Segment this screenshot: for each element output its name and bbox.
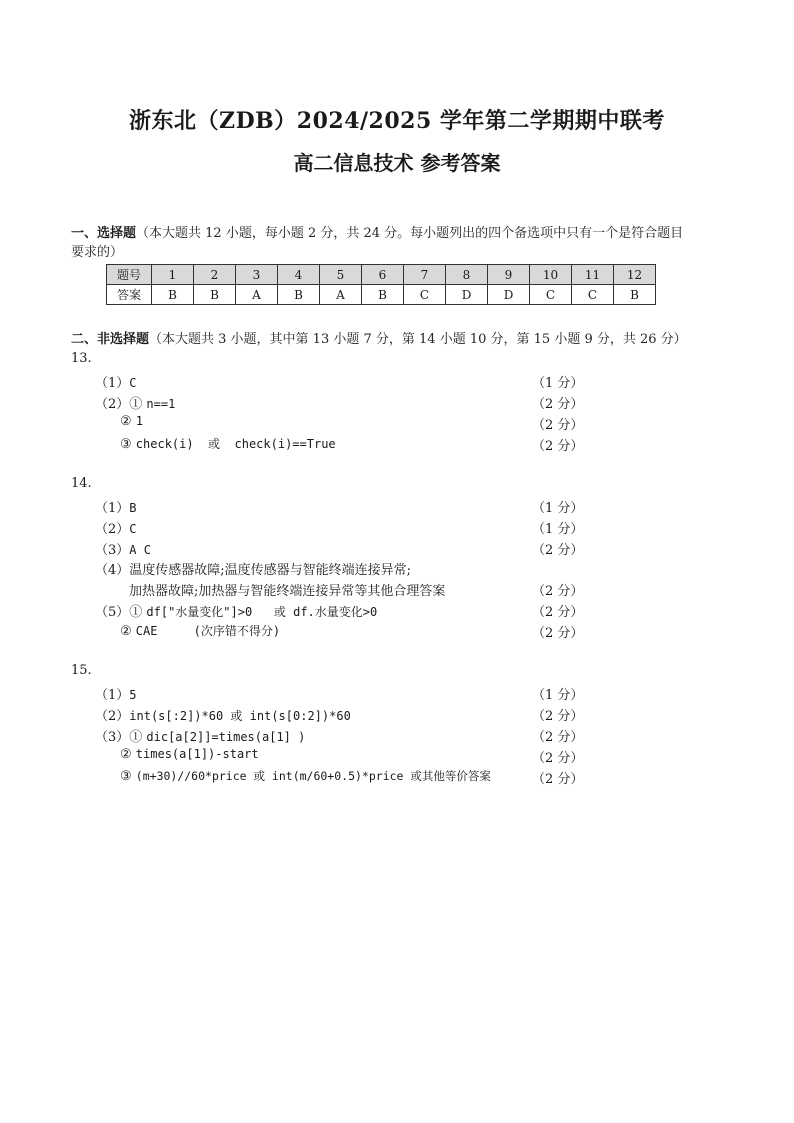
question-number: 10 — [530, 265, 572, 285]
section1-heading-block — [71, 224, 731, 262]
question-number: 2 — [194, 265, 236, 285]
answer-cell: A — [236, 285, 278, 305]
section1-note-line2: 要求的） — [71, 245, 124, 260]
q14-score-3: （2 分） — [532, 543, 584, 558]
q14-line-5: 加热器故障;加热器与智能终端连接异常等其他合理答案 — [129, 584, 446, 599]
answer-table — [106, 264, 656, 305]
q15-line-2: （2）int(s[:2])*60 或 int(s[0:2])*60 — [95, 709, 351, 724]
question-number: 12 — [614, 265, 656, 285]
question-number: 7 — [404, 265, 446, 285]
q15-score-4: （2 分） — [532, 751, 584, 766]
q14-score-2: （1 分） — [532, 522, 584, 537]
section2-heading-block — [71, 330, 751, 349]
answer-cell: B — [362, 285, 404, 305]
q13-line-1: （1）C — [95, 376, 137, 391]
q14-line-4: （4）温度传感器故障;温度传感器与智能终端连接异常; — [95, 563, 412, 578]
question-number: 5 — [320, 265, 362, 285]
q15-line-1: （1）5 — [95, 688, 137, 703]
answer-cell: D — [446, 285, 488, 305]
q13-score-4: （2 分） — [532, 439, 584, 454]
answer-cell: B — [278, 285, 320, 305]
q13-score-1: （1 分） — [532, 376, 584, 391]
answer-cell: C — [530, 285, 572, 305]
answer-cell: D — [488, 285, 530, 305]
section1-note-line1: （本大题共 12 小题，每小题 2 分，共 24 分。每小题列出的四个备选项中只有一个是符合题目 — [136, 226, 684, 241]
question-number: 3 — [236, 265, 278, 285]
question-15-number: 15. — [71, 663, 92, 678]
document-subtitle: 高二信息技术 参考答案 — [293, 151, 501, 175]
q14-line-7: ② CAE (次序错不得分) — [120, 624, 281, 639]
section2-heading: 二、非选择题 — [71, 332, 150, 347]
q13-line-3: ② 1 — [120, 414, 144, 429]
q15-score-5: （2 分） — [532, 772, 584, 787]
answer-table-answer-row — [107, 285, 656, 305]
q14-line-6: （5）① df["水量变化"]>0 或 df.水量变化>0 — [95, 605, 378, 620]
row-label-question: 题号 — [107, 265, 152, 285]
q13-score-2: （2 分） — [532, 397, 584, 412]
section2-note: （本大题共 3 小题，其中第 13 小题 7 分，第 14 小题 10 分，第 15 小题 9 分，共 26 分） — [149, 332, 687, 347]
q14-line-1: （1）B — [95, 501, 137, 516]
q13-line-4: ③ check(i) 或 check(i)==True — [120, 437, 336, 452]
q14-score-5: （2 分） — [532, 605, 584, 620]
document-title: 浙东北（ZDB）2024/2025 学年第二学期期中联考 — [129, 108, 665, 134]
answer-cell: C — [572, 285, 614, 305]
q15-score-2: （2 分） — [532, 709, 584, 724]
answer-cell: C — [404, 285, 446, 305]
question-14-number: 14. — [71, 476, 92, 491]
q15-score-3: （2 分） — [532, 730, 584, 745]
row-label-answer: 答案 — [107, 285, 152, 305]
answer-table-number-row — [107, 265, 656, 285]
q14-score-6: （2 分） — [532, 626, 584, 641]
q15-line-4: ② times(a[1])-start — [120, 747, 259, 762]
q13-score-3: （2 分） — [532, 418, 584, 433]
q14-line-3: （3）A C — [95, 543, 151, 558]
section1-heading: 一、选择题 — [71, 226, 137, 241]
q14-score-1: （1 分） — [532, 501, 584, 516]
q14-line-2: （2）C — [95, 522, 137, 537]
q15-line-3: （3）① dic[a[2]]=times(a[1] ) — [95, 730, 306, 745]
answer-cell: B — [152, 285, 194, 305]
question-number: 6 — [362, 265, 404, 285]
answer-cell: A — [320, 285, 362, 305]
answer-cell: B — [194, 285, 236, 305]
q14-score-4: （2 分） — [532, 584, 584, 599]
question-number: 8 — [446, 265, 488, 285]
question-number: 4 — [278, 265, 320, 285]
question-number: 11 — [572, 265, 614, 285]
question-number: 9 — [488, 265, 530, 285]
answer-cell: B — [614, 285, 656, 305]
q13-line-2: （2）① n==1 — [95, 397, 176, 412]
q15-line-5: ③ (m+30)//60*price 或 int(m/60+0.5)*price 或其他等价答案 — [120, 769, 491, 784]
question-13-number: 13. — [71, 351, 92, 366]
q15-score-1: （1 分） — [532, 688, 584, 703]
question-number: 1 — [152, 265, 194, 285]
